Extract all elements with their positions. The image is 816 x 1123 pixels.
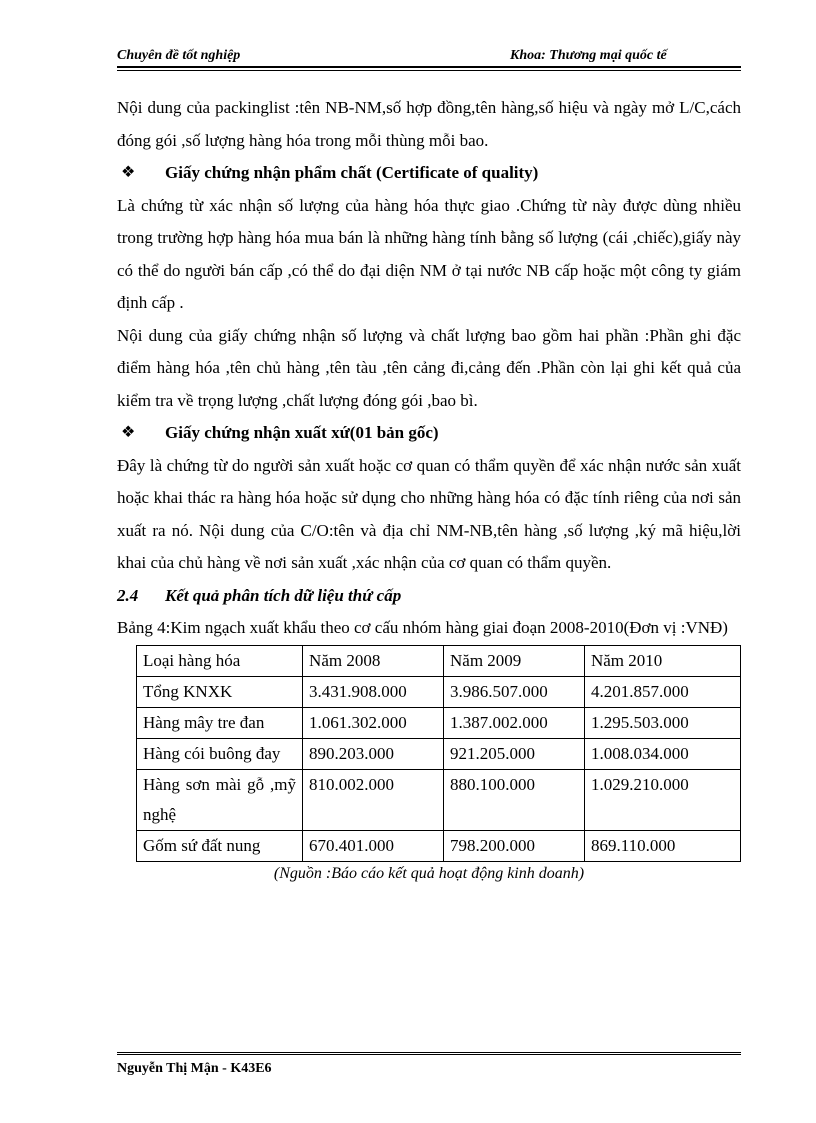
heading-certificate-of-quality	[117, 157, 741, 190]
paragraph-quality-definition: Là chứng từ xác nhận số lượng của hàng hóa thực giao .Chứng từ này được dùng nhiều trong trường hợp hàng hóa mua bán là những hàng tính bằng số lượng (cái ,chiếc),giấy này có thể do người bán cấp ,có thể do đại diện NM ở tại nước NB cấp hoặc một công ty giám định cấp .	[117, 195, 741, 312]
diamond-bullet-icon: ❖	[121, 424, 136, 441]
table-row	[137, 707, 741, 738]
table-row	[137, 676, 741, 707]
table-cell: 869.110.000	[584, 830, 740, 861]
export-turnover-table	[136, 645, 741, 862]
header-document-type: Chuyên đề tốt nghiệp	[117, 48, 241, 63]
paragraph-packinglist: Nội dung của packinglist :tên NB-NM,số hợp đồng,tên hàng,số hiệu và ngày mở L/C,cách đóng gói ,số lượng hàng hóa trong mỗi thùng mỗi bao.	[117, 98, 741, 150]
table-cell: Hàng cói buông đay	[137, 738, 303, 769]
table-cell: Hàng mây tre đan	[137, 707, 303, 738]
table-header-cell: Năm 2009	[444, 645, 585, 676]
table-header-cell: Năm 2008	[303, 645, 444, 676]
table-row	[137, 830, 741, 861]
table-header-row	[137, 645, 741, 676]
table-cell: Tổng KNXK	[137, 676, 303, 707]
page-header	[117, 48, 741, 68]
table-cell: 1.008.034.000	[584, 738, 740, 769]
table-caption: Bảng 4:Kim ngạch xuất khẩu theo cơ cấu nhóm hàng giai đoạn 2008-2010(Đơn vị :VNĐ)	[117, 618, 728, 637]
section-number: 2.4	[117, 585, 139, 605]
table-cell: 880.100.000	[444, 769, 585, 830]
table-cell: 1.387.002.000	[444, 707, 585, 738]
table-row	[137, 738, 741, 769]
diamond-bullet-icon: ❖	[121, 164, 136, 181]
table-header-cell: Năm 2010	[584, 645, 740, 676]
table-cell: 3.431.908.000	[303, 676, 444, 707]
table-cell: 890.203.000	[303, 738, 444, 769]
section-title: Kết quả phân tích dữ liệu thứ cấp	[165, 585, 402, 605]
table-cell: 670.401.000	[303, 830, 444, 861]
table-cell: 1.061.302.000	[303, 707, 444, 738]
heading-certificate-of-origin	[117, 417, 741, 450]
heading-text: Giấy chứng nhận phẩm chất (Certificate of quality)	[165, 163, 539, 182]
table-cell: 810.002.000	[303, 769, 444, 830]
paragraph-quality-content: Nội dung của giấy chứng nhận số lượng và chất lượng bao gồm hai phần :Phần ghi đặc điểm hàng hóa ,tên chủ hàng ,tên tàu ,tên cảng đi,cảng đến .Phần còn lại ghi kết quả của kiểm tra về trọng lượng ,chất lượng đóng gói ,bao bì.	[117, 325, 741, 410]
section-heading	[117, 580, 741, 613]
page-content	[117, 92, 741, 886]
table-row	[137, 769, 741, 830]
table-header-cell: Loại hàng hóa	[137, 645, 303, 676]
table-cell: 921.205.000	[444, 738, 585, 769]
table-cell: 798.200.000	[444, 830, 585, 861]
footer-author: Nguyễn Thị Mận - K43E6	[117, 1061, 272, 1076]
table-cell: 1.029.210.000	[584, 769, 740, 830]
table-cell: Gốm sứ đất nung	[137, 830, 303, 861]
header-faculty: Khoa: Thương mại quốc tế	[510, 48, 667, 63]
table-cell: 3.986.507.000	[444, 676, 585, 707]
table-cell: Hàng sơn mài gỗ ,mỹ nghệ	[137, 769, 303, 830]
table-cell: 1.295.503.000	[584, 707, 740, 738]
table-cell: 4.201.857.000	[584, 676, 740, 707]
table-source-note: (Nguồn :Báo cáo kết quả hoạt động kinh doanh)	[273, 864, 585, 882]
page-footer	[117, 1052, 741, 1077]
paragraph-origin-definition: Đây là chứng từ do người sản xuất hoặc cơ quan có thẩm quyền để xác nhận nước sản xuất hoặc khai thác ra hàng hóa hoặc sử dụng cho những hàng hóa có đặc tính riêng của nơi sản xuất ra nó. Nội dung của C/O:tên và địa chỉ NM-NB,tên hàng ,số lượng ,ký mã hiệu,lời khai của chủ hàng về nơi sản xuất ,xác nhận của cơ quan có thẩm quyền.	[117, 455, 741, 572]
heading-text: Giấy chứng nhận xuất xứ(01 bản gốc)	[165, 423, 439, 442]
